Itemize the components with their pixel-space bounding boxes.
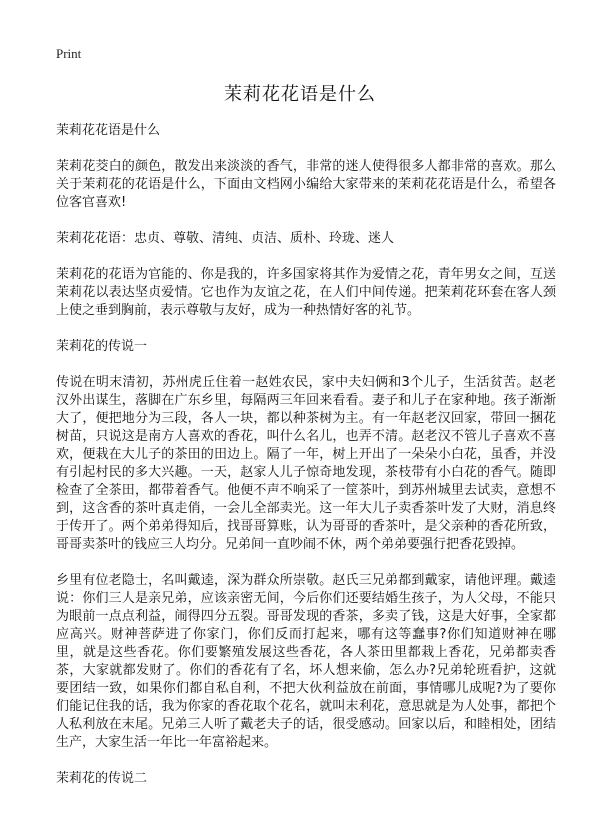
flower-language-line: 茉莉花花语：忠贞、尊敬、清纯、贞洁、质朴、玲珑、迷人 — [56, 231, 395, 246]
legend-two-heading: 茉莉花的传说二 — [56, 771, 148, 786]
legend-one-heading: 茉莉花的传说一 — [56, 339, 148, 354]
page-title: 茉莉花花语是什么 — [224, 84, 376, 105]
subtitle: 茉莉花花语是什么 — [56, 123, 161, 138]
intro-paragraph: 茉莉花茭白的颜色，散发出来淡淡的香气，非常的迷人使得很多人都非常的喜欢。那么关于茉莉花的花语是什么，下面由文档网小编给大家带来的茉莉花花语是什么，希望各位客官喜欢! — [56, 159, 556, 210]
print-link[interactable]: Print — [56, 46, 82, 61]
article-body — [56, 122, 556, 806]
legend-one-paragraph-2: 乡里有位老隐士，名叫戴逵，深为群众所崇敬。赵氏三兄弟都到戴家，请他评理。戴逵说：你们三人是亲兄弟，应该亲密无间，今后你们还要结婚生孩子，为人父母，不能只为眼前一点点利益，闹得四分五裂。哥哥发现的香茶，多卖了钱，这是大好事，全家都应高兴。财神菩萨进了你家门，你们反而打起来，哪有这等蠢事?你们知道财神在哪里，就是这些香花。你们要繁殖发展这些香花，各人茶田里都栽上香花，兄弟都卖香茶，大家就都发财了。你们的香花有了名，坏人想来偷，怎么办?兄弟轮班看护，这就要团结一致，如果你们都自私自利，不把大伙利益放在前面，事情哪儿成呢?为了要你们能记住我的话，我为你家的香花取个花名，就叫末利花，意思就是为人处事，都把个人私利放在末尾。兄弟三人听了戴老夫子的话，很受感动。回家以后，和睦相处，团结生产，大家生活一年比一年富裕起来。 — [56, 573, 556, 750]
meaning-paragraph: 茉莉花的花语为官能的、你是我的，许多国家将其作为爱情之花，青年男女之间，互送茉莉花以表达坚贞爱情。它也作为友谊之花，在人们中间传递。把茉莉花环套在客人颈上使之垂到胸前，表示尊敬与友好，成为一种热情好客的礼节。 — [56, 267, 556, 318]
legend-one-paragraph-1: 传说在明末清初，苏州虎丘住着一赵姓农民，家中夫妇俩和3个儿子，生活贫苦。赵老汉外出谋生，落脚在广东乡里，每隔两三年回来看看。妻子和儿子在家种地。孩子渐渐大了，便把地分为三段，各人一块，都以种茶树为主。有一年赵老汉回家，带回一捆花树苗，只说这是南方人喜欢的香花，叫什么名儿，也弄不清。赵老汉不管儿子喜欢不喜欢，便栽在大儿子的茶田的田边上。隔了一年，树上开出了一朵朵小白花，虽香，并没有引起村民的多大兴趣。一天，赵家人儿子惊奇地发现，茶枝带有小白花的香气。随即检查了全茶田，都带着香气。他便不声不响采了一筐茶叶，到苏州城里去试卖，意想不到，这含香的茶叶真走俏，一会儿全部卖光。这一年大儿子卖香茶叶发了大财，消息终于传开了。两个弟弟得知后，找哥哥算账，认为哥哥的香茶叶，是父亲种的香花所致，哥哥卖茶叶的钱应三人均分。兄弟间一直吵闹不休，两个弟弟要强行把香花毁掉。 — [56, 375, 556, 552]
